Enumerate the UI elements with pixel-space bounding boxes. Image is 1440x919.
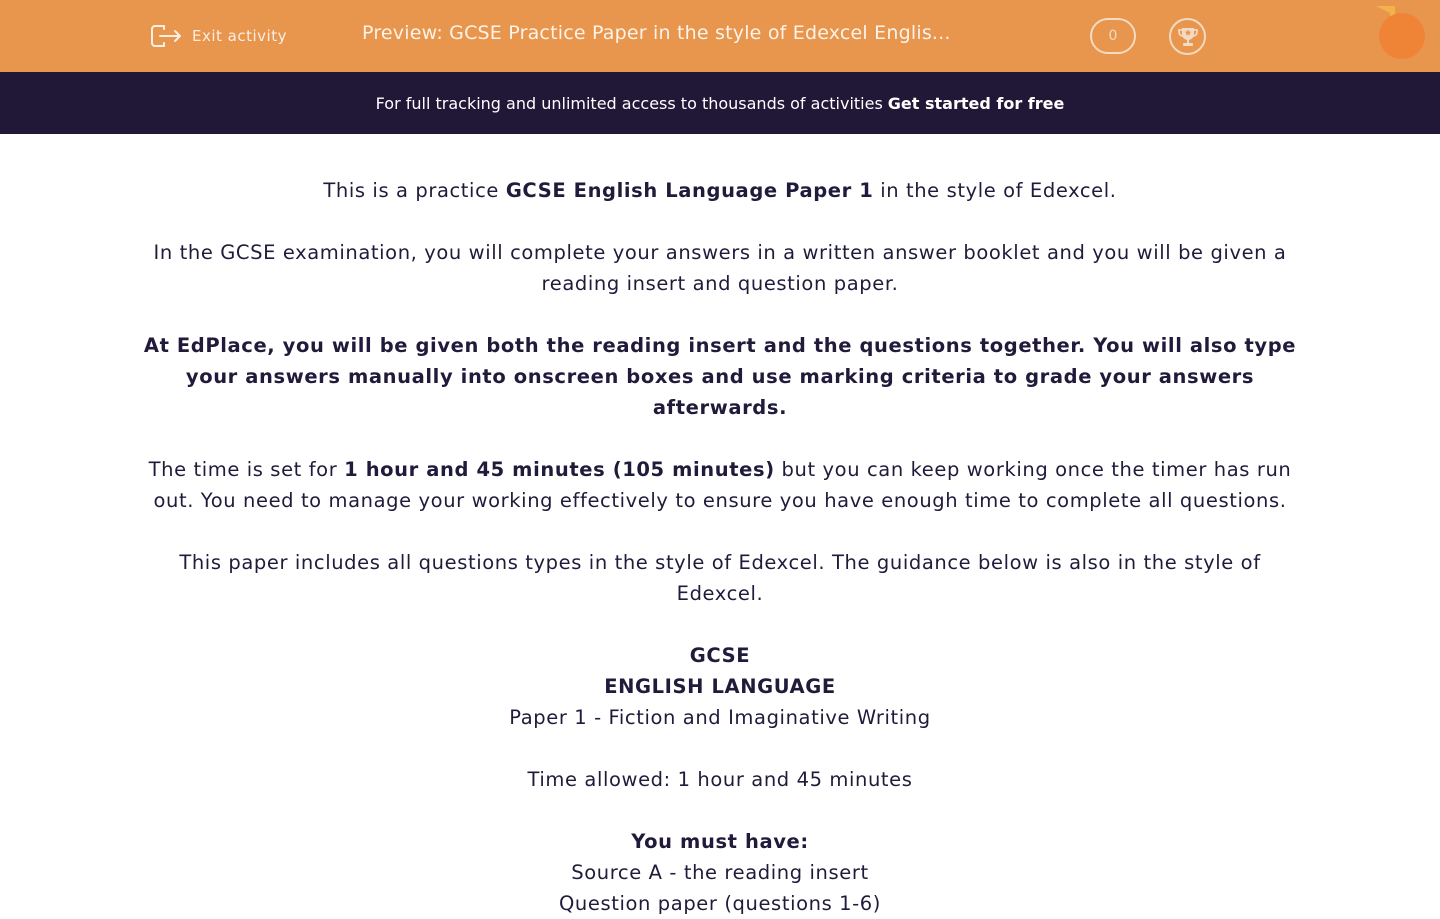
must-have-item: Source A - the reading insert bbox=[571, 861, 869, 884]
time-allowed: Time allowed: 1 hour and 45 minutes bbox=[527, 768, 913, 791]
intro-content bbox=[140, 175, 1300, 919]
exit-activity-button[interactable] bbox=[150, 22, 287, 50]
exit-label: Exit activity bbox=[192, 27, 287, 45]
edplace-logo-icon bbox=[1372, 4, 1432, 62]
score-badge: 0 bbox=[1090, 18, 1136, 54]
heading-gcse: GCSE bbox=[689, 644, 751, 667]
page-title: Preview: GCSE Practice Paper in the style of Edexcel Englis... bbox=[362, 22, 951, 44]
style-paragraph: This paper includes all questions types in the style of Edexcel. The guidance below is also in the style of Edexcel. bbox=[179, 551, 1261, 605]
paper-title: Paper 1 - Fiction and Imaginative Writing bbox=[509, 706, 931, 729]
trophy-icon bbox=[1177, 26, 1199, 48]
must-have-item: Question paper (questions 1-6) bbox=[558, 892, 881, 915]
time-paragraph: The time is set for 1 hour and 45 minutes (105 minutes) but you can keep working once the timer has run out. You need to manage your working effectively to ensure you have enough time to complete all questions. bbox=[148, 458, 1292, 512]
banner-text: For full tracking and unlimited access to thousands of activities bbox=[375, 93, 883, 113]
get-started-link[interactable]: Get started for free bbox=[887, 93, 1065, 113]
signup-banner bbox=[0, 72, 1440, 134]
trophy-button[interactable] bbox=[1169, 18, 1206, 55]
exit-icon bbox=[150, 22, 182, 50]
must-have-heading: You must have: bbox=[631, 830, 809, 853]
top-bar bbox=[0, 0, 1440, 72]
intro-paragraph: This is a practice GCSE English Language Paper 1 in the style of Edexcel. bbox=[323, 179, 1117, 202]
heading-english-language: ENGLISH LANGUAGE bbox=[604, 675, 836, 698]
exam-paragraph: In the GCSE examination, you will complete your answers in a written answer booklet and you will be given a reading insert and question paper. bbox=[153, 241, 1287, 295]
edplace-paragraph: At EdPlace, you will be given both the reading insert and the questions together. You will also type your answers manually into onscreen boxes and use marking criteria to grade your answers afterwards. bbox=[143, 334, 1297, 419]
